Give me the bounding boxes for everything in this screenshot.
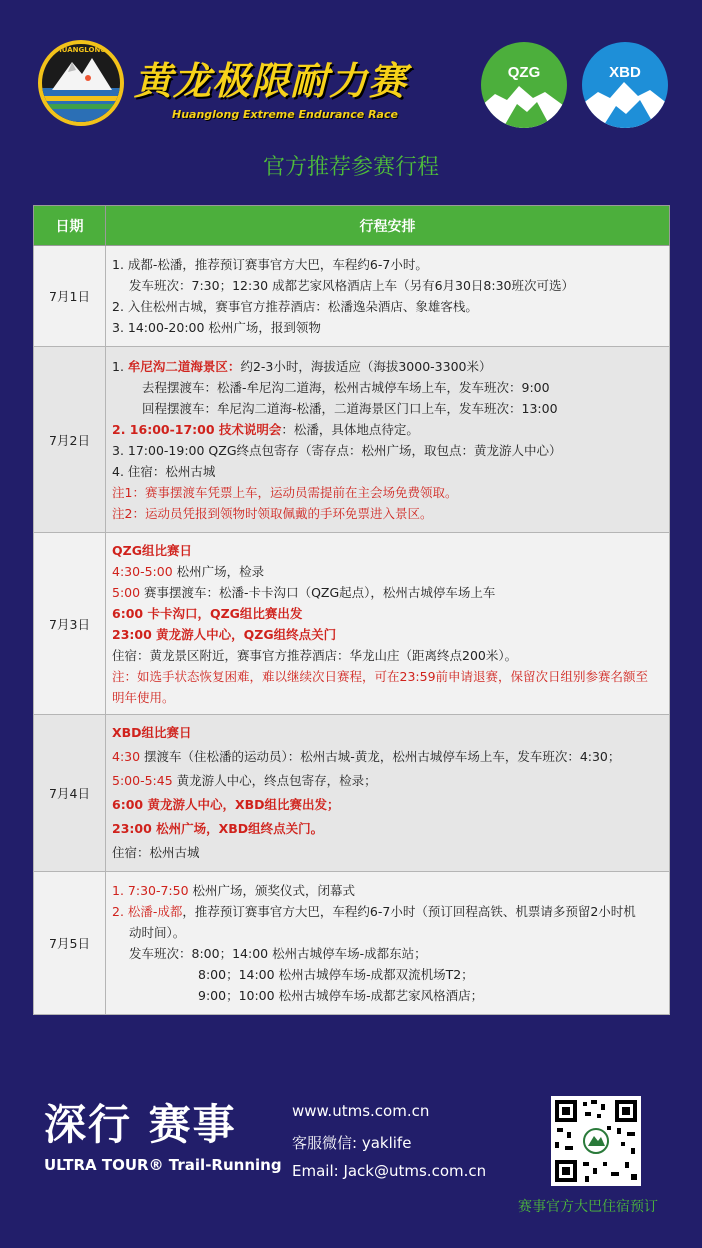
plan-line: 9:00；10:00 松州古城停车场-成都艺家风格酒店； bbox=[198, 988, 484, 1003]
plan-line: 3. 17:00-19:00 QZG终点包寄存（寄存点：松州广场，取包点：黄龙游人中心） bbox=[112, 442, 562, 458]
table-header-row bbox=[34, 206, 670, 246]
email-link[interactable]: Email: Jack@utms.com.cn bbox=[292, 1162, 487, 1180]
badge-text: HUANGLONG bbox=[55, 46, 107, 54]
plan-line: 动时间）。 bbox=[129, 925, 186, 940]
plan-text: 松州广场，颁奖仪式，闭幕式 bbox=[188, 883, 356, 898]
plan-line bbox=[112, 901, 665, 922]
plan-line-number: 1. bbox=[112, 358, 124, 374]
website-link[interactable]: www.utms.com.cn bbox=[292, 1102, 430, 1120]
plan-text: ，推荐预订赛事官方大巴，车程约6-7小时（预订回程高铁、机票请多预留2小时机 bbox=[182, 904, 636, 919]
column-header-date: 日期 bbox=[34, 206, 106, 246]
xbd-mountain-icon bbox=[582, 42, 668, 128]
plan-line: 2. 入住松州古城，赛事官方推荐酒店：松潘逸朵酒店、象雄客栈。 bbox=[112, 299, 478, 314]
row-date: 7月1日 bbox=[34, 246, 106, 347]
plan-line: 住宿：松州古城 bbox=[112, 845, 200, 860]
plan-line bbox=[112, 419, 665, 440]
plan-line bbox=[112, 561, 665, 582]
contact-info bbox=[292, 1102, 486, 1192]
plan-text: 赛事摆渡车：松潘-卡卡沟口（QZG起点），松州古城停车场上车 bbox=[140, 584, 496, 600]
qr-code bbox=[551, 1096, 641, 1186]
row-date: 7月5日 bbox=[34, 872, 106, 1015]
plan-highlight: 牟尼沟二道海景区： bbox=[127, 358, 241, 374]
xbd-label: XBD bbox=[609, 64, 641, 81]
plan-line: 发车班次：7:30；12:30 成都艺家风格酒店上车（另有6月30日8:30班次可选） bbox=[129, 278, 574, 293]
plan-line: 去程摆渡车：松潘-牟尼沟二道海，松州古城停车场上车，发车班次：9:00 bbox=[142, 379, 550, 395]
table-row bbox=[34, 347, 670, 533]
plan-day-heading: QZG组比赛日 bbox=[112, 542, 192, 558]
plan-line: 回程摆渡车：牟尼沟二道海-松潘，二道海景区门口上车，发车班次：13:00 bbox=[142, 400, 558, 416]
mountain-runner-icon bbox=[42, 44, 120, 122]
plan-time: 5:00-5:45 bbox=[112, 773, 173, 788]
plan-line bbox=[112, 880, 665, 901]
plan-time: 4:30 bbox=[112, 749, 141, 764]
table-row bbox=[34, 533, 670, 715]
plan-highlight: 6:00 卡卡沟口，QZG组比赛出发 bbox=[112, 605, 303, 621]
row-plan bbox=[106, 533, 670, 715]
wechat-contact: 客服微信: yaklife bbox=[292, 1134, 412, 1152]
plan-line: 3. 14:00-20:00 松州广场，报到领物 bbox=[112, 320, 321, 335]
plan-line bbox=[112, 745, 665, 769]
plan-highlight: 6:00 黄龙游人中心，XBD组比赛出发； bbox=[112, 797, 340, 812]
plan-time: 1. 7:30-7:50 bbox=[112, 883, 189, 898]
plan-day-heading: XBD组比赛日 bbox=[112, 725, 192, 740]
plan-highlight: 2. 松潘-成都 bbox=[112, 904, 183, 919]
plan-note: 明年使用。 bbox=[112, 689, 175, 705]
qzg-badge bbox=[481, 42, 567, 128]
qr-caption: 赛事官方大巴住宿预订 bbox=[518, 1199, 658, 1215]
race-title-logo: 黄龙极限耐力赛 bbox=[134, 59, 408, 103]
xbd-badge bbox=[582, 42, 668, 128]
table-row bbox=[34, 715, 670, 872]
plan-line: 4. 住宿：松州古城 bbox=[112, 463, 216, 479]
ultra-tour-logo bbox=[44, 1100, 282, 1174]
row-date: 7月2日 bbox=[34, 347, 106, 533]
plan-text: 摆渡车（住松潘的运动员）：松州古城-黄龙，松州古城停车场上车，发车班次：4:30； bbox=[140, 749, 621, 764]
plan-highlight: 2. 16:00-17:00 技术说明会 bbox=[112, 421, 282, 437]
plan-line bbox=[112, 769, 665, 793]
plan-line: 8:00；14:00 松州古城停车场-成都双流机场T2； bbox=[198, 967, 474, 982]
plan-highlight: 23:00 松州广场，XBD组终点关门。 bbox=[112, 821, 324, 836]
plan-note: 注1：赛事摆渡车凭票上车，运动员需提前在主会场免费领取。 bbox=[112, 484, 458, 500]
qzg-mountain-icon bbox=[481, 42, 567, 128]
row-plan bbox=[106, 715, 670, 872]
row-date: 7月3日 bbox=[34, 533, 106, 715]
plan-highlight: 23:00 黄龙游人中心，QZG组终点关门 bbox=[112, 626, 337, 642]
plan-note: 注2：运动员凭报到领物时领取佩戴的手环免票进入景区。 bbox=[112, 505, 433, 521]
plan-note: 注：如选手状态恢复困难，难以继续次日赛程，可在23:59前申请退赛，保留次日组别参赛名额至 bbox=[112, 668, 649, 684]
plan-text: 松州广场，检录 bbox=[172, 563, 265, 579]
row-plan bbox=[106, 246, 670, 347]
column-header-plan: 行程安排 bbox=[106, 206, 670, 246]
plan-text: ：松潘，具体地点待定。 bbox=[281, 421, 419, 437]
row-plan bbox=[106, 347, 670, 533]
schedule-table bbox=[33, 205, 670, 1015]
row-plan bbox=[106, 872, 670, 1015]
plan-line: 1. 成都-松潘，推荐预订赛事官方大巴，车程约6-7小时。 bbox=[112, 257, 428, 272]
plan-time: 5:00 bbox=[112, 584, 141, 600]
qzg-label: QZG bbox=[507, 64, 541, 81]
race-logo-badge bbox=[38, 40, 124, 126]
page-title: 官方推荐参赛行程 bbox=[262, 155, 439, 180]
brand-en: ULTRA TOUR® Trail-Running bbox=[44, 1156, 282, 1174]
plan-line bbox=[112, 356, 665, 377]
plan-line: 发车班次：8:00；14:00 松州古城停车场-成都东站； bbox=[129, 946, 427, 961]
table-row bbox=[34, 246, 670, 347]
row-date: 7月4日 bbox=[34, 715, 106, 872]
table-row bbox=[34, 872, 670, 1015]
qr-code-icon bbox=[551, 1096, 641, 1186]
brand-cn: 深行 赛事 bbox=[44, 1100, 237, 1149]
plan-time: 4:30-5:00 bbox=[112, 563, 173, 579]
plan-line: 住宿：黄龙景区附近，赛事官方推荐酒店：华龙山庄（距离终点200米）。 bbox=[112, 647, 518, 663]
plan-text: 约2-3小时，海拔适应（海拔3000-3300米） bbox=[240, 358, 492, 374]
race-subtitle-logo: Huanglong Extreme Endurance Race bbox=[172, 108, 398, 121]
plan-text: 黄龙游人中心，终点包寄存，检录； bbox=[172, 773, 377, 788]
plan-line bbox=[112, 582, 665, 603]
